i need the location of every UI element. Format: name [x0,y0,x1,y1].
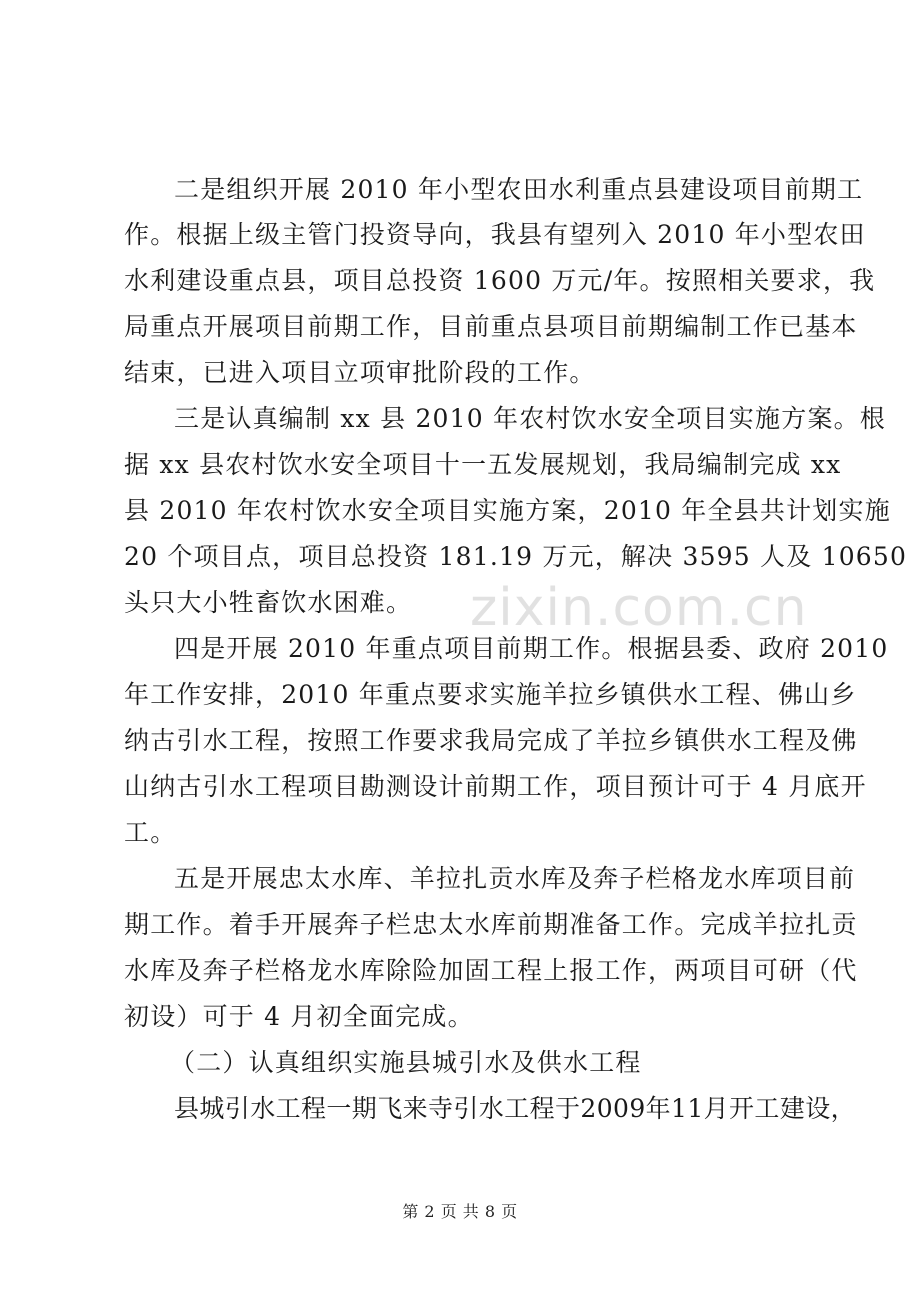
text-line: 县 2010 年农村饮水安全项目实施方案，2010 年全县共计划实施 [124,496,891,525]
text-line: 局重点开展项目前期工作，目前重点县项目前期编制工作已基本 [124,312,858,341]
watermark: zixin.com.cn [470,578,808,638]
text-line: 水利建设重点县，项目总投资 1600 万元/年。按照相关要求，我 [124,266,876,295]
section-heading: （二）认真组织实施县城引水及供水工程 [170,1048,642,1077]
text-line: 工。 [124,818,177,847]
text-line: 三是认真编制 xx 县 2010 年农村饮水安全项目实施方案。根 [174,404,887,433]
text-line: 二是组织开展 2010 年小型农田水利重点县建设项目前期工 [174,175,864,204]
text-line: 纳古引水工程，按照工作要求我局完成了羊拉乡镇供水工程及佛 [124,726,858,755]
page-number-footer: 第 2 页 共 8 页 [402,1202,518,1221]
text-line: 作。根据上级主管门投资导向，我县有望列入 2010 年小型农田 [124,220,866,249]
text-line: 水库及奔子栏格龙水库除险加固工程上报工作，两项目可研（代 [124,956,858,985]
text-line: 山纳古引水工程项目勘测设计前期工作，项目预计可于 4 月底开 [124,772,867,801]
text-line: 初设）可于 4 月初全面完成。 [124,1002,474,1031]
text-line: 头只大小牲畜饮水困难。 [124,588,413,617]
text-line: 年工作安排，2010 年重点要求实施羊拉乡镇供水工程、佛山乡 [124,680,857,709]
text-line: 据 xx 县农村饮水安全项目十一五发展规划，我局编制完成 xx [124,450,842,479]
text-line: 县城引水工程一期飞来寺引水工程于2009年11月开工建设， [174,1094,857,1123]
text-line: 20 个项目点，项目总投资 181.19 万元，解决 3595 人及 10650 [124,542,908,571]
text-line: 五是开展忠太水库、羊拉扎贡水库及奔子栏格龙水库项目前 [174,864,856,893]
text-line: 结束，已进入项目立项审批阶段的工作。 [124,358,596,387]
text-line: 四是开展 2010 年重点项目前期工作。根据县委、政府 2010 [174,634,889,663]
text-line: 期工作。着手开展奔子栏忠太水库前期准备工作。完成羊拉扎贡 [124,910,858,939]
